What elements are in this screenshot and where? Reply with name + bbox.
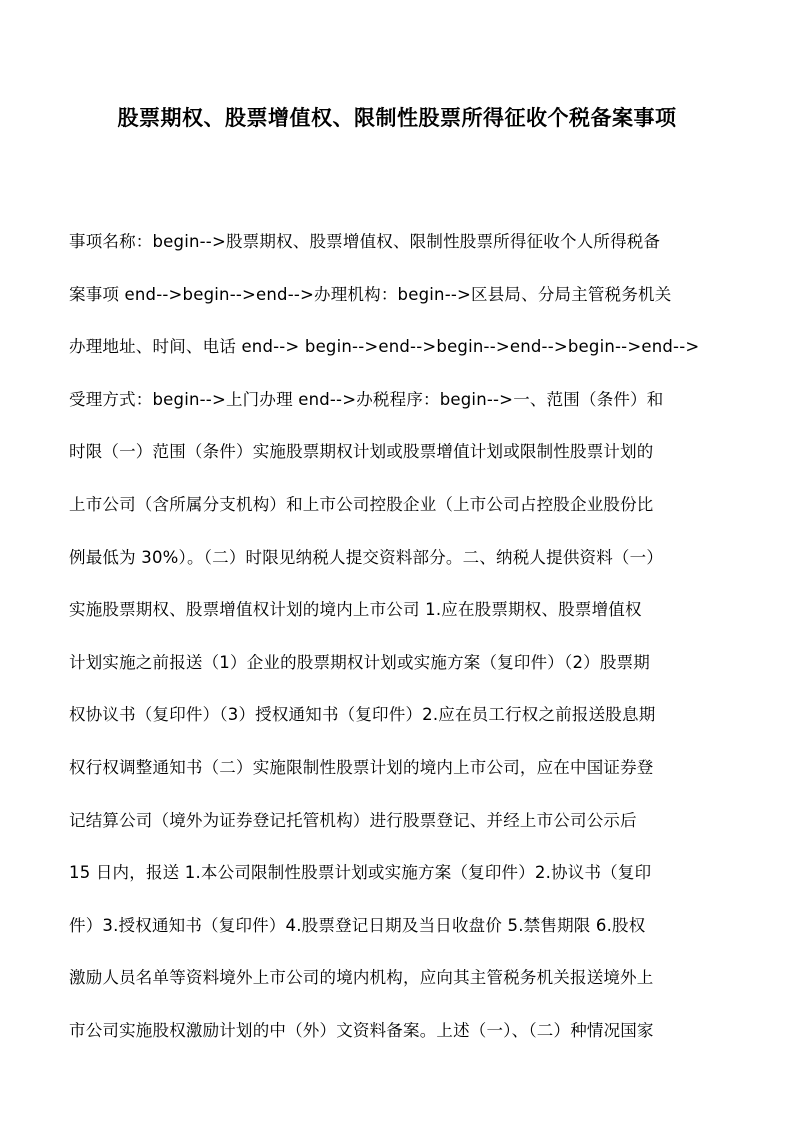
body-line: 办理地址、时间、电话 end--> begin-->end-->begin-->end-->begin-->end--> bbox=[69, 337, 700, 357]
body-line: 时限（一）范围（条件）实施股票期权计划或股票增值计划或限制性股票计划的 bbox=[69, 442, 654, 462]
body-line: 例最低为 30%）。（二）时限见纳税人提交资料部分。二、纳税人提供资料（一） bbox=[69, 547, 664, 567]
body-line: 权行权调整通知书（二）实施限制性股票计划的境内上市公司，应在中国证券登 bbox=[69, 757, 654, 777]
body-line: 上市公司（含所属分支机构）和上市公司控股企业（上市公司占控股企业股份比 bbox=[69, 494, 654, 514]
document-title: 股票期权、股票增值权、限制性股票所得征收个税备案事项 bbox=[117, 105, 677, 130]
body-line: 案事项 end-->begin-->end-->办理机构：begin-->区县局、分局主管税务机关 bbox=[69, 284, 672, 304]
document-body bbox=[69, 216, 727, 1058]
body-line: 权协议书（复印件）（3）授权通知书（复印件）2.应在员工行权之前报送股息期 bbox=[69, 705, 656, 725]
body-line: 15 日内，报送 1.本公司限制性股票计划或实施方案（复印件）2.协议书（复印 bbox=[69, 863, 652, 883]
body-line: 记结算公司（境外为证券登记托管机构）进行股票登记、并经上市公司公示后 bbox=[69, 810, 637, 830]
body-line: 实施股票期权、股票增值权计划的境内上市公司 1.应在股票期权、股票增值权 bbox=[69, 600, 642, 620]
body-line: 事项名称：begin-->股票期权、股票增值权、限制性股票所得征收个人所得税备 bbox=[69, 232, 661, 251]
body-line: 受理方式：begin-->上门办理 end-->办税程序：begin-->一、范围（条件）和 bbox=[69, 389, 664, 409]
body-line: 件）3.授权通知书（复印件）4.股票登记日期及当日收盘价 5.禁售期限 6.股权 bbox=[69, 915, 646, 935]
body-line: 市公司实施股权激励计划的中（外）文资料备案。上述（一）、（二）种情况国家 bbox=[69, 1020, 654, 1040]
body-line: 计划实施之前报送（1）企业的股票期权计划或实施方案（复印件）（2）股票期 bbox=[69, 652, 650, 672]
body-line: 激励人员名单等资料境外上市公司的境内机构，应向其主管税务机关报送境外上 bbox=[69, 968, 654, 988]
